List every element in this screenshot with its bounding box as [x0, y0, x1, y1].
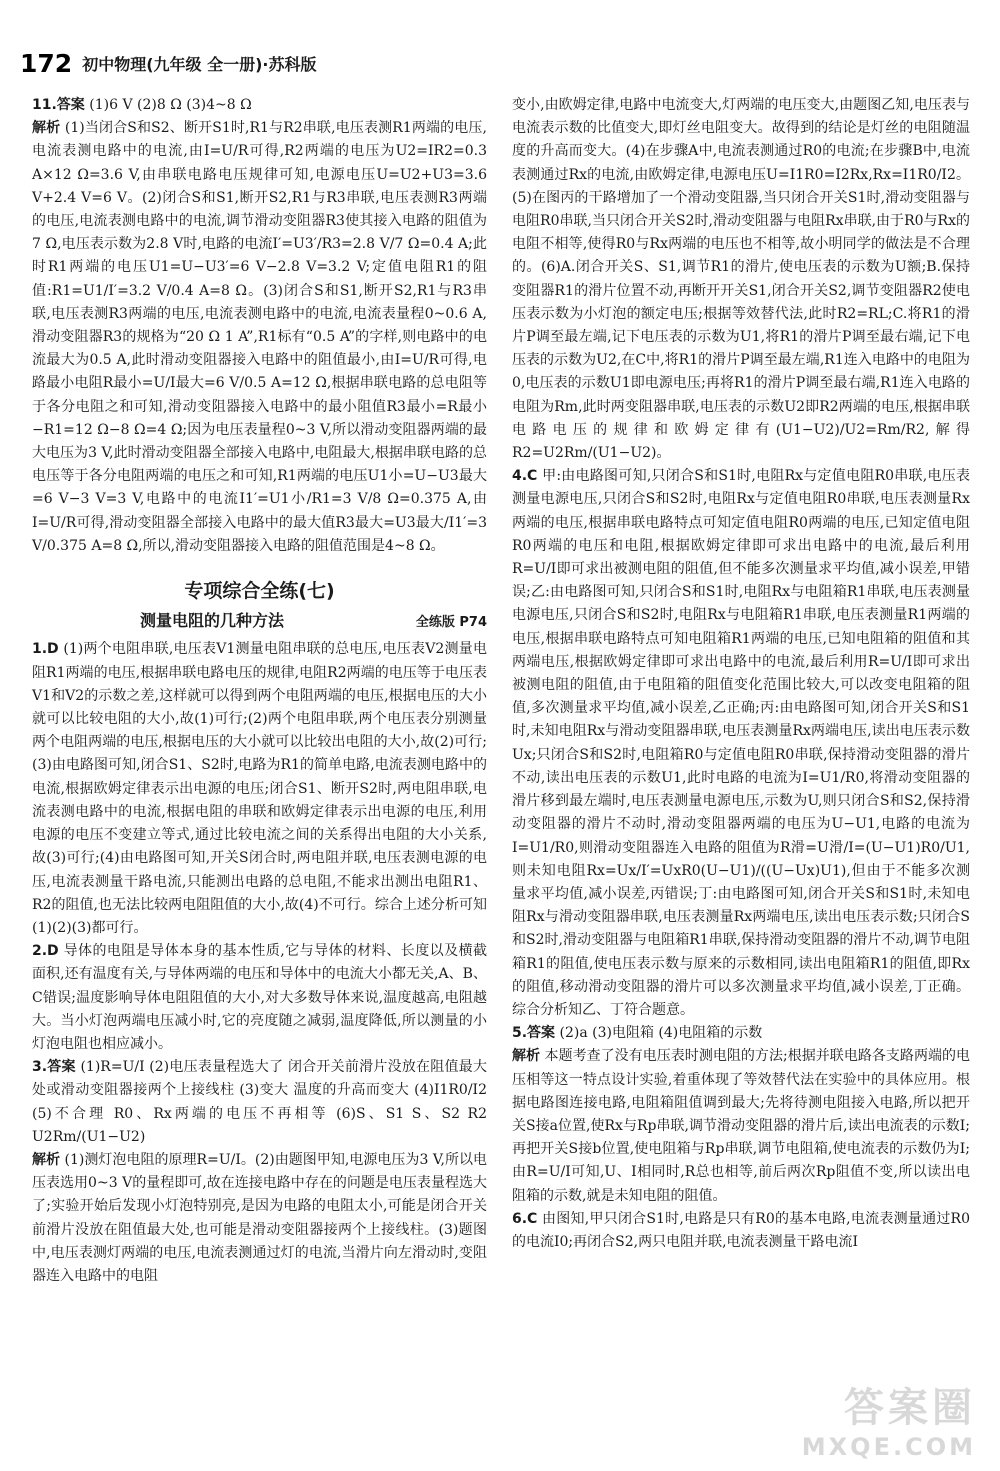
block-text: 导体的电阻是导体本身的基本性质,它与导体的材料、长度以及横截面积,还有温度有关,与导体两端的电压和导体中的电流大小都无关,A、B、C错误;温度影响导体电阻阻值的大小,对大多数导体来说,温度越高,电阻越大。当小灯泡两端电压减小时,它的亮度随之减弱,温度降低,所以测量的小灯泡电阻也相应减小。 — [32, 943, 488, 1052]
block-text: 甲:由电路图可知,只闭合S和S1时,电阻Rx与定值电阻R0串联,电压表测量电源电压,只闭合S和S2时,电阻Rx与定值电阻R0串联,电压表测量Rx两端的电压,根据串联电路特点可知定值电阻R0两端的电压,已知定值电阻R0两端的电压和电阻,根据欧姆定律即可求出电路中的电流,最后利用R=U/I即可求出被测电阻的阻值,但不能多次测量求平均值,减小误差,甲错误;乙:由电路图可知,只闭合S和S1时,电阻Rx与电阻箱R1串联,电压表测量电源电压,只闭合S和S2时,电阻Rx与电阻箱R1串联,电压表测量R1两端的电压,根据串联电路特点可知电阻箱R1两端的电压,已知电阻箱的阻值和其两端电压,根据欧姆定律即可求出电路中的电流,最后利用R=U/I即可求出被测电阻的阻值,由于电阻箱的阻值变化范围比较大,可以改变电阻箱的阻值,多次测量求平均值,减小误差,乙正确;丙:由电路图可知,闭合开关S和S1时,未知电阻Rx与滑动变阻器串联,电压表测量Rx两端电压,读出电压表示数Ux;只闭合S和S2时,电阻箱R0与定值电阻R0串联,保持滑动变阻器的滑片不动,读出电压表的示数U1,此时电路的电流为I=U1/R0,将滑动变阻器的滑片移到最左端时,电压表测量电源电压,示数为U,则只闭合S和S2,保持滑动变阻器的滑片不动时,滑动变阻器两端的电压为U−U1,电路的电流为I=U1/R0,则滑动变阻器连入电路的阻值为R滑=U滑/I=(U−U1)R0/U1,则未知电阻Rx=Ux/I′=UxR0(U−U1)/((U−Ux)U1),但由于不能多次测量求平均值,减小误差,丙错误;丁:由电路图可知,闭合开关S和S1时,未知电阻Rx与滑动变阻器串联,电压表测量Rx两端电压,读出电压表示数;只闭合S和S2时,滑动变阻器与电阻箱R1串联,保持滑动变阻器的滑片不动,调节电阻箱R1的阻值,使电压表示数与原来的示数相同,读出电阻箱R1的阻值,即Rx的阻值,移动滑动变阻器的滑片可以多次测量求平均值,减小误差,丁正确。综合分析知乙、丁符合题意。 — [512, 468, 971, 1018]
page-header — [20, 46, 316, 80]
block-text: (1)测灯泡电阻的原理R=U/I。(2)由题图甲知,电源电压为3 V,所以电压表选用0~3 V的量程即可,故在连接电路中存在的问题是电压表量程选大了;实验开始后发现小灯泡特别亮,是因为电路的电阻太小,可能是闭合开关前滑片没放在阻值最大处,也可能是滑动变阻器接两个上接线柱。(3)题图中,电压表测灯两端的电压,电流表测通过灯的电流,当滑片向左滑动时,变阻器连入电路中的电阻 — [32, 1151, 488, 1284]
block-head: 3.答案 — [32, 1059, 76, 1076]
analysis-block — [32, 1149, 487, 1288]
question-block — [512, 465, 970, 1022]
block-head: 5.答案 — [512, 1025, 556, 1042]
continued-analysis — [512, 94, 970, 465]
section-title: 专项综合全练(七) — [184, 580, 335, 603]
block-text: (1)R=U/I (2)电压表量程选大了 闭合开关前滑片没放在阻值最大处或滑动变阻器接两个上接线柱 (3)变大 温度的升高而变大 (4)I1R0/I2 (5)不合理 R0、Rx两端的电压不再相等 (6)S、S1 S、S2 R2 U2Rm/(U1−U2) — [32, 1059, 487, 1145]
subsection-title: 测量电阻的几种方法 — [140, 611, 285, 631]
question-block — [32, 940, 487, 1056]
block-text: (2)a (3)电阻箱 (4)电阻箱的示数 — [559, 1025, 763, 1042]
watermark-logo-text: 答案圈 — [844, 1385, 976, 1431]
block-text: 本题考查了没有电压表时测电阻的方法;根据并联电路各支路两端的电压相等这一特点设计实验,着重体现了等效替代法在实验中的具体应用。根据电路图连接电路,电阻箱阻值调到最大;先将待测电阻接入电路,所以把开关S接a位置,使Rx与Rp串联,调节滑动变阻器的滑片后,读出电流表的示数I;再把开关S接b位置,使电阻箱与Rp串联,调节电阻箱,使电流表的示数仍为I;由R=U/I可知,U、I相同时,R总也相等,前后两次Rp阻值不变,所以读出电阻箱的示数,就是未知电阻的阻值。 — [512, 1048, 971, 1204]
watermark — [802, 1376, 976, 1461]
block-head: 4.C — [512, 468, 538, 485]
block-head: 解析 — [512, 1048, 541, 1065]
block-head: 解析 — [32, 1151, 61, 1168]
page-reference: 全练版 P74 — [415, 615, 487, 631]
block-text: 变小,由欧姆定律,电路中电流变大,灯两端的电压变大,由题图乙知,电压表与电流表示数的比值变大,即灯丝电阻变大。故得到的结论是灯丝的电阻随温度的升高而变大。(4)在步骤A中,电流表测通过R0的电流;在步骤B中,电流表测通过Rx的电流,由欧姆定律,电源电压U=I1R0=I2Rx,Rx=I1R0/I2。(5)在图丙的干路增加了一个滑动变阻器,当只闭合开关S1时,滑动变阻器与电阻R0串联,当只闭合开关S2时,滑动变阻器与电阻Rx串联,由于R0与Rx的电阻不相等,使得R0与Rx两端的电压也不相等,故小明同学的做法是不合理的。(6)A.闭合开关S、S1,调节R1的滑片,使电压表的示数为U额;B.保持变阻器R1的滑片位置不动,再断开开关S1,闭合开关S2,调节变阻器R2使电压表示数为小灯泡的额定电压;根据等效替代法,此时R2=RL;C.将R1的滑片P调至最左端,记下电压表的示数为U1,将R1的滑片P调至最右端,记下电压表的示数为U2,在C中,将R1的滑片P调至最左端,R1连入电路中的电阻为0,电压表的示数U1即电源电压;再将R1的滑片P调至最右端,R1连入电路的电阻为Rm,此时两变阻器串联,电压表的示数U2即R2两端的电压,根据串联电路电压的规律和欧姆定律有(U1−U2)/U2=Rm/R2,解得R2=U2Rm/(U1−U2)。 — [512, 97, 970, 462]
answer-block — [32, 1056, 487, 1149]
page-number: 172 — [20, 48, 73, 78]
right-column — [512, 94, 970, 1254]
watermark-url: MXQE.COM — [801, 1433, 976, 1461]
block-text: 由图知,甲只闭合S1时,电路是只有R0的基本电路,电流表测量通过R0的电流I0;再闭合S2,两只电阻并联,电流表测量干路电流I — [512, 1210, 971, 1250]
question-block — [32, 638, 487, 940]
block-head: 6.C — [512, 1210, 538, 1227]
analysis-block — [32, 117, 487, 558]
book-title: 初中物理(九年级 全一册)·苏科版 — [82, 54, 317, 74]
subsection-header — [32, 609, 487, 634]
analysis-block — [512, 1045, 970, 1207]
block-head: 2.D — [32, 943, 59, 960]
block-text: (1)当闭合S和S2、断开S1时,R1与R2串联,电压表测R1两端的电压,电流表测电路中的电流,由I=U/R可得,R2两端的电压为U2=IR2=0.3 A×12 Ω=3.6 V,由串联电路电压规律可知,电源电压U=U2+U3=3.6 V+2.4 V=6 V。(2)闭合S和S1,断开S2,R1与R3串联,电压表测R3两端的电压,电流表测电路中的电流,调节滑动变阻器R3使其接入电路的阻值为7 Ω,电压表示数为2.8 V时,电路的电流I′=U3′/R3=2.8 V/7 Ω=0.4 A;此时R1两端的电压U1=U−U3′=6 V−2.8 V=3.2 V;定值电阻R1的阻值:R1=U1/I′=3.2 V/0.4 A=8 Ω。(3)闭合S和S1,断开S2,R1与R3串联,电压表测R3两端的电压,电流表测电路中的电流,电流表量程0~0.6 A,滑动变阻器R3的规格为“20 Ω 1 A”,R1标有“0.5 A”的字样,则电路中的电流最大为0.5 A,此时滑动变阻器接入电路中的阻值最小,由I=U/R可得,电路最小电阻R最小=U/I最大=6 V/0.5 A=12 Ω,根据串联电路的总电阻等于各分电阻之和可知,滑动变阻器接入电路中的最小阻值R3最小=R最小−R1=12 Ω−8 Ω=4 Ω;因为电压表量程0~3 V,所以滑动变阻器两端的最大电压为3 V,此时滑动变阻器全部接入电路中,电阻最大,根据串联电路的总电压等于各分电阻两端的电压之和可知,R1两端的电压U1小=U−U3最大=6 V−3 V=3 V,电路中的电流I1′=U1小/R1=3 V/8 Ω=0.375 A,由I=U/R可得,滑动变阻器全部接入电路中的最大值R3最大=U3最大/I1′=3 V/0.375 A=8 Ω,所以,滑动变阻器接入电路的阻值范围是4~8 Ω。 — [32, 120, 487, 554]
answer-block — [32, 94, 487, 117]
answer-block — [512, 1022, 970, 1045]
block-text: (1)两个电阻串联,电压表V1测量电阻串联的总电压,电压表V2测量电阻R1两端的电压,根据串联电路电压的规律,电阻R2两端的电压等于电压表V1和V2的示数之差,这样就可以得到两个电阻两端的电压,根据电压的大小就可以比较电阻的大小,故(1)可行;(2)两个电阻串联,两个电压表分别测量两个电阻两端的电压,根据电压的大小就可以比较出电阻的大小,故(2)可行;(3)由电路图可知,闭合S1、S2时,电路为R1的简单电路,电流表测电路中的电流,根据欧姆定律表示出电源的电压;闭合S1、断开S2时,两电阻串联,电流表测电路中的电流,根据电阻的串联和欧姆定律表示出电源的电压,利用电源的电压不变建立等式,通过比较电流之间的关系得出电阻的大小关系,故(3)可行;(4)由电路图可知,开关S闭合时,两电阻并联,电压表测电源的电压,电流表测量干路电流,只能测出电路的总电阻,不能求出测出电阻R1、R2的阻值,也无法比较两电阻阻值的大小,故(4)不可行。综合上述分析可知(1)(2)(3)都可行。 — [32, 641, 487, 936]
block-head: 1.D — [32, 641, 59, 658]
question-block — [512, 1208, 970, 1254]
left-column — [32, 94, 487, 1288]
block-head: 11.答案 — [32, 97, 85, 113]
block-head: 解析 — [32, 120, 61, 137]
block-text: (1)6 V (2)8 Ω (3)4~8 Ω — [89, 97, 252, 113]
